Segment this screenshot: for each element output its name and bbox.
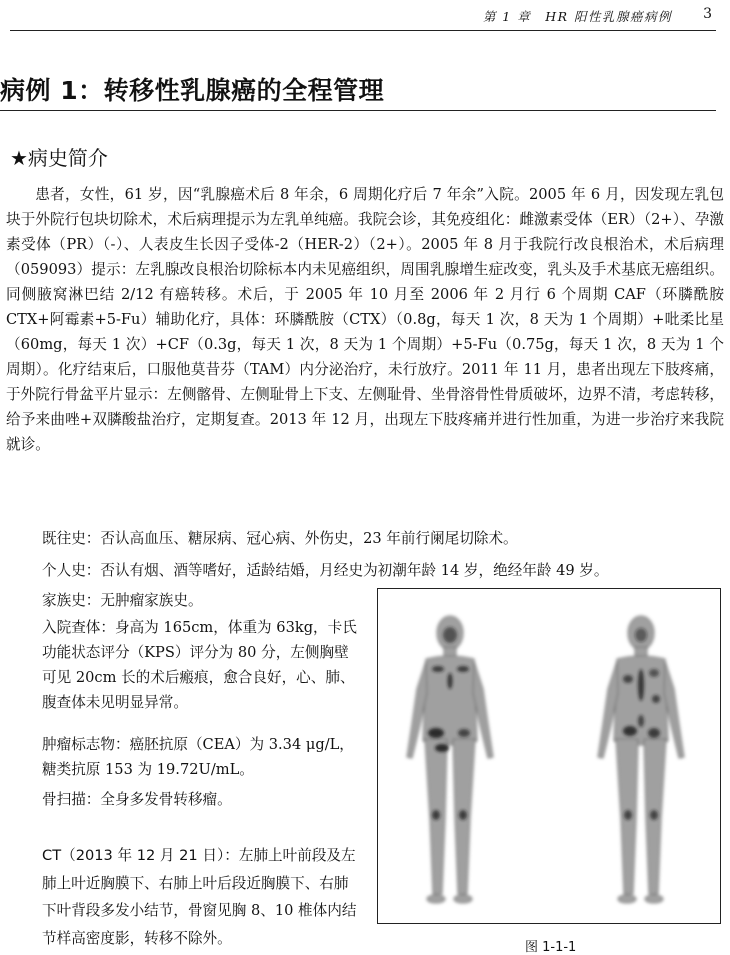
bone-scan-image [378, 589, 719, 922]
case-title: 病例 1：转移性乳腺癌的全程管理 [0, 72, 716, 111]
tumor-markers [42, 732, 360, 782]
posterior-body-silhouette [598, 616, 684, 903]
bone-scan [42, 787, 360, 812]
past-history [42, 526, 702, 551]
personal-history-text: 否认有烟、酒等嗜好，适龄结婚，月经史为初潮年龄 14 岁，绝经年龄 49 岁。 [100, 562, 609, 579]
anterior-body-silhouette [407, 616, 493, 903]
tumor-markers-label: 肿瘤标志物： [42, 736, 130, 753]
personal-history [42, 558, 702, 583]
page-number: 3 [703, 6, 712, 22]
ct-finding [42, 842, 360, 952]
section-heading: ★病史简介 [10, 146, 108, 170]
bone-scan-text: 全身多发骨转移瘤。 [100, 791, 232, 808]
personal-history-label: 个人史： [42, 562, 101, 579]
tumor-markers-text: 癌胚抗原（CEA）为 3.34 μg/L，糖类抗原 153 为 19.72U/mL。 [42, 736, 354, 778]
family-history-label: 家族史： [42, 592, 101, 609]
running-head-chapter: 第 1 章 HR 阳性乳腺癌病例 [482, 9, 672, 24]
admission-exam-text: 身高为 165cm，体重为 63kg，卡氏功能状态评分（KPS）评分为 80 分，左侧胸壁可见 20cm 长的术后瘢痕，愈合良好，心、肺、腹查体未见明显异常。 [42, 619, 357, 711]
history-paragraph: 患者，女性，61 岁，因“乳腺癌术后 8 年余，6 周期化疗后 7 年余”入院。2005 年 6 月，因发现左乳包块于外院行包块切除术，术后病理提示为左乳单纯癌。我院会诊，其免疫组化：雌激素受体（ER）（2+）、孕激素受体（PR）（-）、人表皮生长因子受体-2（HER-2）（2+）。2005 年 8 月于我院行改良根治术，术后病理（059093）提示：左乳腺改良根治切除标本内未见癌组织，周围乳腺增生症改变，乳头及手术基底无癌组织。同侧腋窝淋巴结 2/12 有癌转移。术后，于 2005 年 10 月至 2006 年 2 月行 6 个周期 CAF（环膦酰胺 CTX+阿霉素+5-Fu）辅助化疗，具体：环膦酰胺（CTX）（0.8g，每天 1 次，8 天为 1 个周期）+吡柔比星（60mg，每天 1 次）+CF（0.3g，每天 1 次，8 天为 1 个周期）+5-Fu（0.75g，每天 1 次，8 天为 1 个周期）。化疗结束后，口服他莫昔芬（TAM）内分泌治疗，未行放疗。2011 年 11 月，患者出现左下肢疼痛，于外院行骨盆平片显示：左侧髂骨、左侧耻骨上下支、左侧耻骨、坐骨溶骨性骨质破坏，边界不清，考虑转移，给予来曲唑+双膦酸盐治疗，定期复查。2013 年 12 月，出现左下肢疼痛并进行性加重，为进一步治疗来我院就诊。 [6, 186, 724, 453]
admission-exam-label: 入院查体： [42, 619, 115, 636]
ct-text: 左肺上叶前段及左肺上叶近胸膜下、右肺上叶后段近胸膜下、右肺下叶背段多发小结节，骨窗见胸 8、10 椎体内结节样高密度影，转移不除外。 [42, 847, 357, 947]
past-history-label: 既往史： [42, 530, 101, 547]
bone-scan-figure [377, 588, 721, 924]
figure-caption: 图 1-1-1 [525, 940, 577, 955]
running-head [10, 0, 716, 31]
ct-label: CT（2013 年 12 月 21 日）： [42, 847, 239, 864]
admission-exam [42, 615, 360, 715]
bone-scan-label: 骨扫描： [42, 791, 101, 808]
past-history-text: 否认高血压、糖尿病、冠心病、外伤史，23 年前行阑尾切除术。 [100, 530, 518, 547]
family-history [42, 588, 360, 613]
family-history-text: 无肿瘤家族史。 [100, 592, 203, 609]
